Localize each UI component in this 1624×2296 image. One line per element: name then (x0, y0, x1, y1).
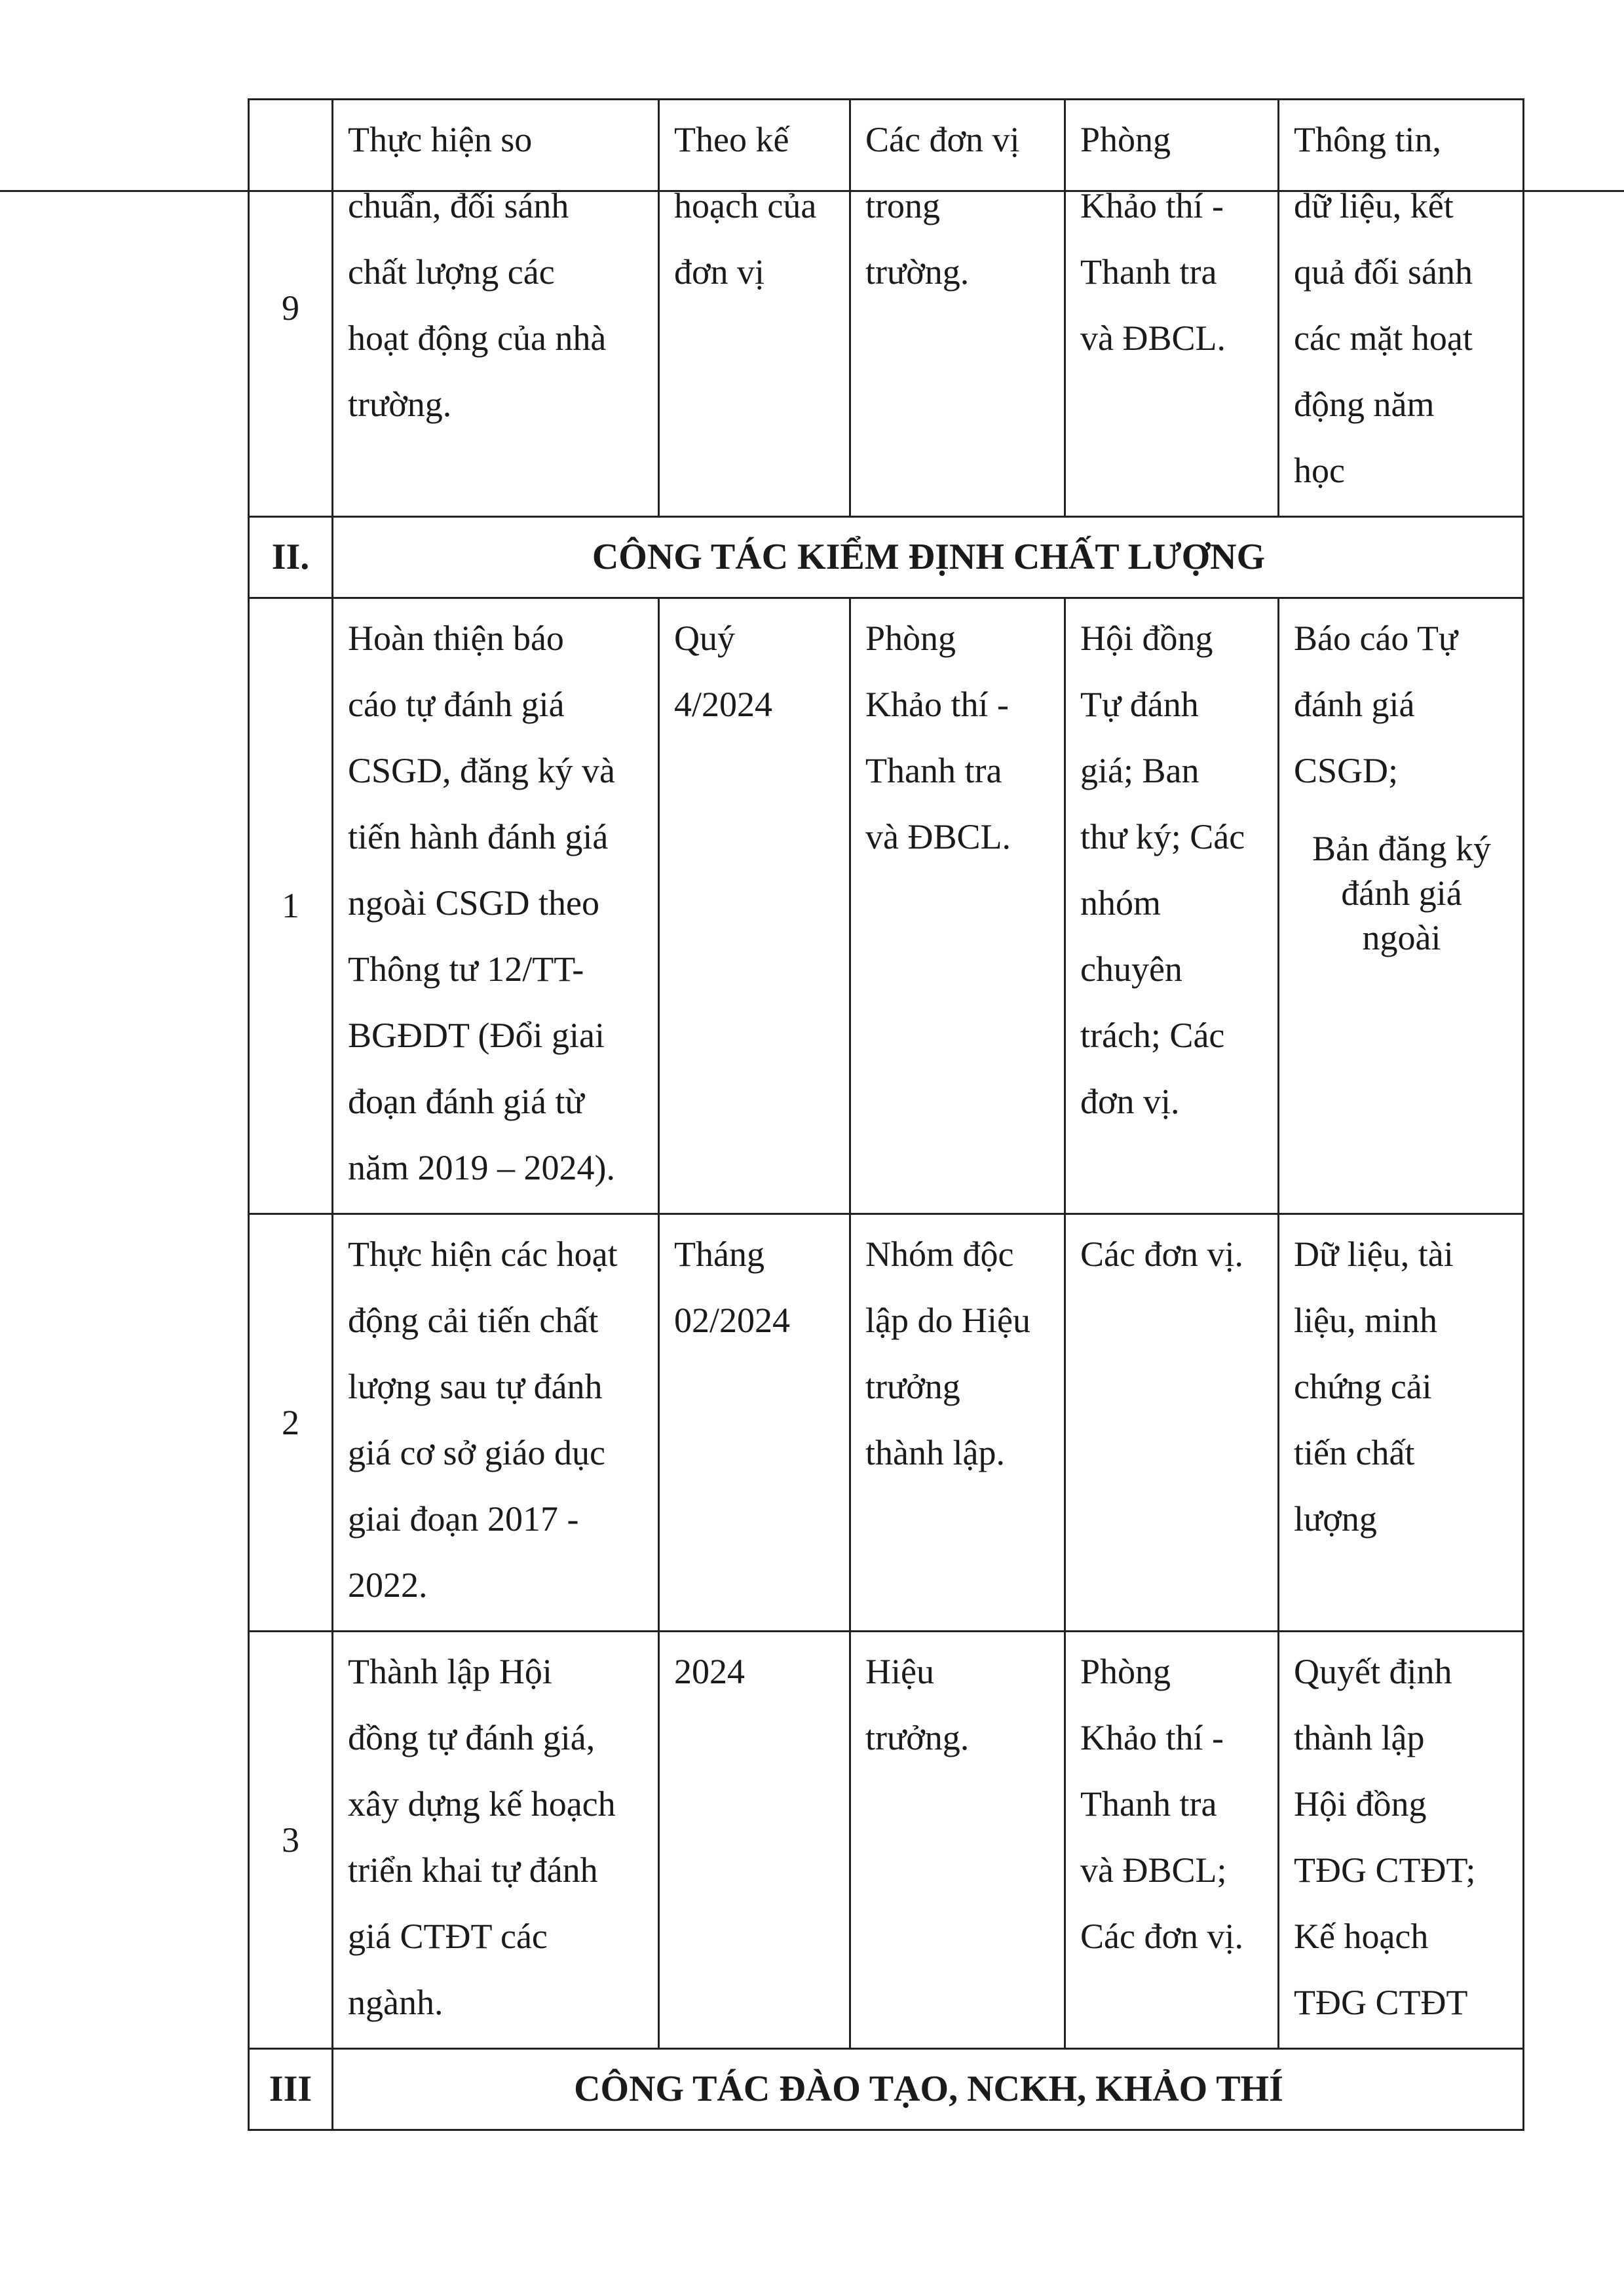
lead-unit-cell: Nhóm độc lập do Hiệu trưởng thành lập. (850, 1214, 1065, 1632)
table-row (249, 598, 1524, 1214)
section-row (249, 2049, 1524, 2130)
time-cell: 2024 (659, 1632, 850, 2049)
table-row (249, 100, 1524, 517)
section-number: III (249, 2049, 333, 2130)
product-cell: Dữ liệu, tài liệu, minh chứng cải tiến chất lượng (1279, 1214, 1524, 1632)
time-cell: Quý 4/2024 (659, 598, 850, 1214)
section-row (249, 517, 1524, 598)
product-cell (1279, 598, 1524, 1214)
product-cell: Thông tin, dữ liệu, kết quả đối sánh các mặt hoạt động năm học (1279, 100, 1524, 517)
row-number: 1 (249, 598, 333, 1214)
product-report: Báo cáo Tự đánh giá CSGD; (1294, 619, 1458, 790)
time-cell: Theo kế hoạch của đơn vị (659, 100, 850, 517)
table-row (249, 1632, 1524, 2049)
support-unit-cell: Hội đồng Tự đánh giá; Ban thư ký; Các nhóm chuyên trách; Các đơn vị. (1065, 598, 1279, 1214)
task-cell: Thực hiện các hoạt động cải tiến chất lượng sau tự đánh giá cơ sở giáo dục giai đoạn 2017 - 2022. (333, 1214, 659, 1632)
section-number: II. (249, 517, 333, 598)
task-cell: Thành lập Hội đồng tự đánh giá, xây dựng kế hoạch triển khai tự đánh giá CTĐT các ngành. (333, 1632, 659, 2049)
task-cell: Hoàn thiện báo cáo tự đánh giá CSGD, đăng ký và tiến hành đánh giá ngoài CSGD theo Thông tư 12/TT- BGĐDT (Đổi giai đoạn đánh giá từ năm 2019 – 2024). (333, 598, 659, 1214)
section-title: CÔNG TÁC KIỂM ĐỊNH CHẤT LƯỢNG (333, 517, 1524, 598)
task-cell: Thực hiện so chuẩn, đối sánh chất lượng các hoạt động của nhà trường. (333, 100, 659, 517)
plan-table (248, 98, 1524, 2131)
product-registration: Bản đăng ký đánh giá ngoài (1312, 829, 1491, 957)
support-unit-cell: Phòng Khảo thí - Thanh tra và ĐBCL; Các đơn vị. (1065, 1632, 1279, 2049)
lead-unit-cell: Phòng Khảo thí - Thanh tra và ĐBCL. (850, 598, 1065, 1214)
time-cell: Tháng 02/2024 (659, 1214, 850, 1632)
section-title: CÔNG TÁC ĐÀO TẠO, NCKH, KHẢO THÍ (333, 2049, 1524, 2130)
table-row (249, 1214, 1524, 1632)
row-number: 9 (249, 100, 333, 517)
lead-unit-cell: Hiệu trưởng. (850, 1632, 1065, 2049)
support-unit-cell: Phòng Khảo thí - Thanh tra và ĐBCL. (1065, 100, 1279, 517)
support-unit-cell: Các đơn vị. (1065, 1214, 1279, 1632)
row-number: 3 (249, 1632, 333, 2049)
product-cell: Quyết định thành lập Hội đồng TĐG CTĐT; Kế hoạch TĐG CTĐT (1279, 1632, 1524, 2049)
row-number: 2 (249, 1214, 333, 1632)
lead-unit-cell: Các đơn vị trong trường. (850, 100, 1065, 517)
